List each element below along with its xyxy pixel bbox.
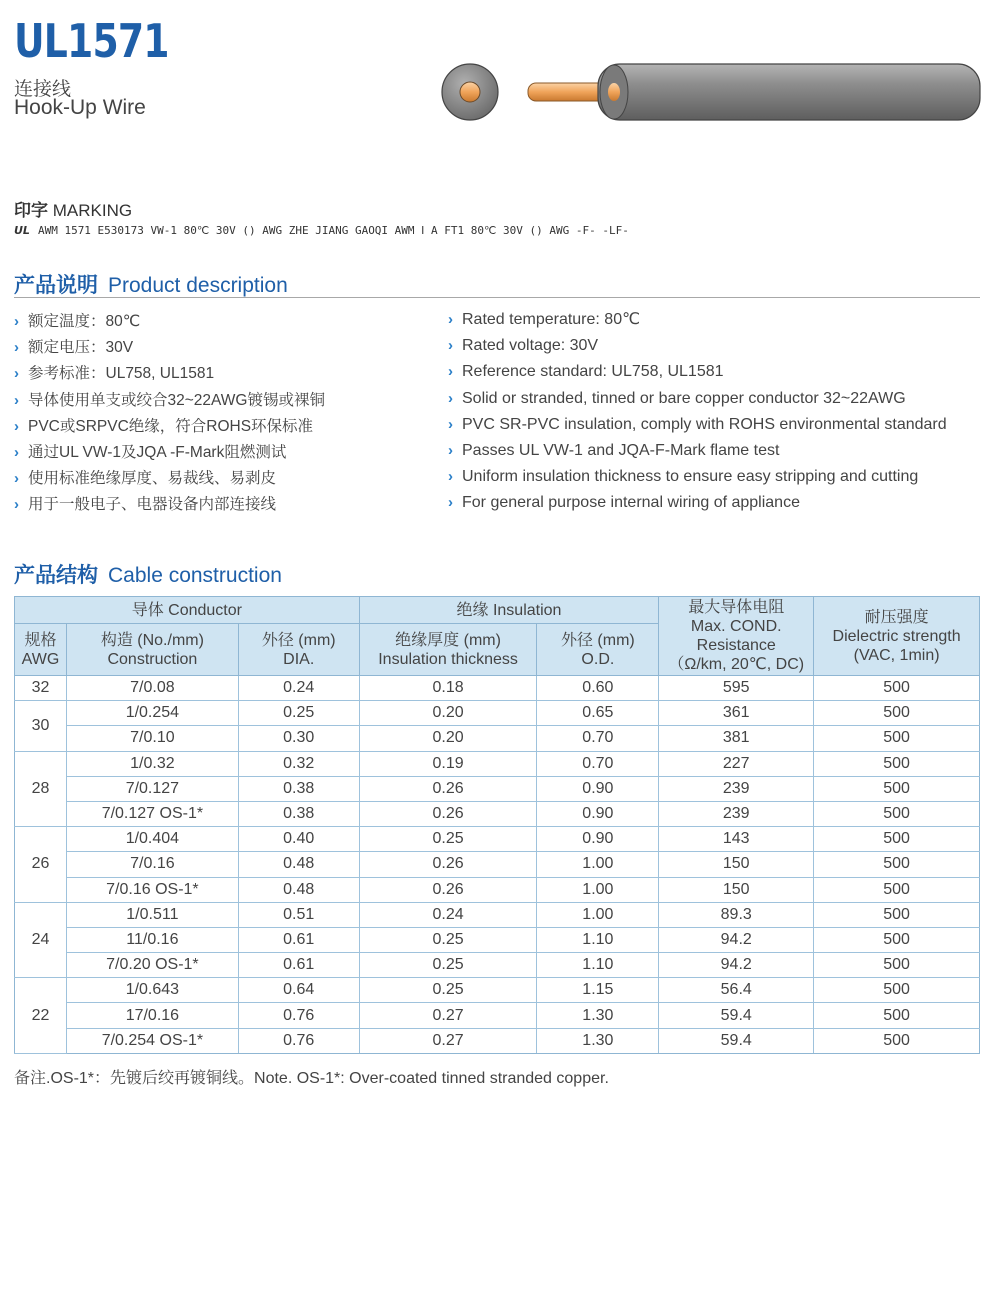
cell-resistance: 56.4 [659, 978, 814, 1003]
cell-awg: 30 [15, 701, 67, 751]
cell-awg: 32 [15, 676, 67, 701]
cell-construction: 17/0.16 [66, 1003, 238, 1028]
cell-od: 0.90 [537, 776, 659, 801]
list-item: › Uniform insulation thickness to ensure easy stripping and cutting [448, 464, 947, 490]
table-row [15, 877, 980, 902]
list-item: › Rated voltage: 30V [448, 333, 947, 359]
table-row [15, 726, 980, 751]
list-item: › For general purpose internal wiring of appliance [448, 490, 947, 516]
section-title-en: Cable construction [108, 564, 282, 587]
cell-dia: 0.76 [238, 1028, 359, 1053]
cell-construction: 1/0.511 [66, 902, 238, 927]
cell-dia: 0.38 [238, 801, 359, 826]
cell-od: 1.10 [537, 953, 659, 978]
list-item: › Rated temperature: 80℃ [448, 307, 947, 333]
cell-dielectric: 500 [814, 676, 980, 701]
list-item: › Passes UL VW-1 and JQA-F-Mark flame test [448, 438, 947, 464]
cell-thickness: 0.26 [359, 852, 537, 877]
description-list-cn [14, 309, 325, 519]
table-row [15, 776, 980, 801]
cell-dia: 0.32 [238, 751, 359, 776]
cell-dia: 0.61 [238, 927, 359, 952]
cell-dielectric: 500 [814, 726, 980, 751]
cell-awg: 28 [15, 751, 67, 827]
cell-dielectric: 500 [814, 751, 980, 776]
cell-dia: 0.24 [238, 676, 359, 701]
wire-cross-section [442, 64, 498, 120]
cell-thickness: 0.25 [359, 827, 537, 852]
cell-resistance: 143 [659, 827, 814, 852]
list-item: › 额定电压：30V [14, 335, 325, 361]
cell-construction: 1/0.254 [66, 701, 238, 726]
table-body [15, 676, 980, 1054]
table-row [15, 676, 980, 701]
list-item: › 导体使用单支或绞合32~22AWG镀锡或裸铜 [14, 388, 325, 414]
cell-resistance: 381 [659, 726, 814, 751]
cell-dielectric: 500 [814, 902, 980, 927]
list-item: › PVC或SRPVC绝缘，符合ROHS环保标准 [14, 414, 325, 440]
chevron-right-icon: › [448, 468, 453, 486]
cell-od: 1.30 [537, 1028, 659, 1053]
chevron-right-icon: › [14, 391, 19, 409]
chevron-right-icon: › [448, 415, 453, 433]
subtitle-chinese: 连接线 [14, 79, 72, 100]
product-description-heading [14, 269, 288, 299]
cell-awg: 26 [15, 827, 67, 903]
cell-construction: 7/0.127 [66, 776, 238, 801]
cell-dielectric: 500 [814, 701, 980, 726]
chevron-right-icon: › [14, 365, 19, 383]
cell-construction: 7/0.08 [66, 676, 238, 701]
chevron-right-icon: › [448, 389, 453, 407]
cell-thickness: 0.26 [359, 776, 537, 801]
cell-construction: 1/0.32 [66, 751, 238, 776]
section-title-cn: 产品说明 [14, 274, 98, 297]
cell-od: 0.60 [537, 676, 659, 701]
cell-dia: 0.48 [238, 877, 359, 902]
chevron-right-icon: › [448, 441, 453, 459]
cell-dia: 0.38 [238, 776, 359, 801]
cell-dielectric: 500 [814, 978, 980, 1003]
header-awg: 规格 AWG [15, 624, 67, 676]
section-title-cn: 产品结构 [14, 564, 98, 587]
cell-awg: 22 [15, 978, 67, 1054]
cell-resistance: 595 [659, 676, 814, 701]
cell-thickness: 0.19 [359, 751, 537, 776]
cell-resistance: 227 [659, 751, 814, 776]
cell-dia: 0.40 [238, 827, 359, 852]
cell-od: 0.90 [537, 801, 659, 826]
header-thickness: 绝缘厚度 (mm) Insulation thickness [359, 624, 537, 676]
cell-thickness: 0.25 [359, 953, 537, 978]
chevron-right-icon: › [14, 313, 19, 330]
table-row [15, 852, 980, 877]
cell-awg: 24 [15, 902, 67, 978]
cell-construction: 1/0.404 [66, 827, 238, 852]
table-row [15, 978, 980, 1003]
cable-construction-heading [14, 559, 282, 589]
table-row [15, 801, 980, 826]
cell-thickness: 0.25 [359, 927, 537, 952]
cell-construction: 7/0.16 [66, 852, 238, 877]
header-construction: 构造 (No./mm) Construction [66, 624, 238, 676]
cable-construction-table [14, 596, 980, 1054]
cell-dielectric: 500 [814, 776, 980, 801]
cell-resistance: 59.4 [659, 1003, 814, 1028]
chevron-right-icon: › [14, 417, 19, 435]
chevron-right-icon: › [448, 494, 453, 512]
cell-thickness: 0.25 [359, 978, 537, 1003]
table-row [15, 1028, 980, 1053]
cell-resistance: 94.2 [659, 927, 814, 952]
cell-resistance: 239 [659, 801, 814, 826]
footnote: 备注.OS-1*：先镀后绞再镀铜线。Note. OS-1*: Over-coated tinned stranded copper. [14, 1070, 609, 1087]
cell-thickness: 0.20 [359, 726, 537, 751]
section-divider [14, 297, 980, 298]
header-insulation: 绝缘 Insulation [359, 597, 659, 624]
list-item: › Reference standard: UL758, UL1581 [448, 359, 947, 385]
cell-dia: 0.76 [238, 1003, 359, 1028]
cell-thickness: 0.26 [359, 877, 537, 902]
page-title: UL1571 [14, 14, 169, 68]
cell-od: 0.70 [537, 726, 659, 751]
chevron-right-icon: › [14, 470, 19, 488]
header-od: 外径 (mm) O.D. [537, 624, 659, 676]
list-item: › 通过UL VW-1及JQA -F-Mark阻燃测试 [14, 440, 325, 466]
chevron-right-icon: › [14, 443, 19, 461]
cell-construction: 7/0.254 OS-1* [66, 1028, 238, 1053]
cell-dielectric: 500 [814, 827, 980, 852]
list-item: › 使用标准绝缘厚度、易裁线、易剥皮 [14, 466, 325, 492]
marking-label-en: MARKING [52, 201, 133, 220]
cell-dia: 0.25 [238, 701, 359, 726]
cell-construction: 7/0.127 OS-1* [66, 801, 238, 826]
table-row [15, 827, 980, 852]
cell-construction: 1/0.643 [66, 978, 238, 1003]
cell-od: 0.65 [537, 701, 659, 726]
cell-resistance: 59.4 [659, 1028, 814, 1053]
cell-thickness: 0.26 [359, 801, 537, 826]
header-dia: 外径 (mm) DIA. [238, 624, 359, 676]
cell-od: 1.00 [537, 902, 659, 927]
cell-resistance: 150 [659, 852, 814, 877]
subtitle-english: Hook-Up Wire [14, 96, 146, 119]
list-item: › 参考标准：UL758, UL1581 [14, 361, 325, 387]
section-title-en: Product description [108, 274, 288, 297]
marking-heading [14, 196, 132, 221]
cell-thickness: 0.27 [359, 1028, 537, 1053]
chevron-right-icon: › [448, 311, 453, 328]
header-resistance: 最大导体电阻 Max. COND. Resistance （Ω/km, 20℃, DC) [659, 597, 814, 676]
description-list-en [448, 307, 947, 517]
header-dielectric: 耐压强度 Dielectric strength (VAC, 1min) [814, 597, 980, 676]
cell-dielectric: 500 [814, 927, 980, 952]
cell-thickness: 0.24 [359, 902, 537, 927]
cell-od: 1.00 [537, 877, 659, 902]
cell-dielectric: 500 [814, 1003, 980, 1028]
cell-dia: 0.30 [238, 726, 359, 751]
cell-dia: 0.48 [238, 852, 359, 877]
wire-illustration [436, 56, 986, 128]
cell-thickness: 0.18 [359, 676, 537, 701]
list-item: › 额定温度：80℃ [14, 309, 325, 335]
marking-label-cn: 印字 [14, 201, 48, 220]
cell-construction: 7/0.16 OS-1* [66, 877, 238, 902]
cell-resistance: 239 [659, 776, 814, 801]
wire-side-view [528, 64, 980, 120]
table-row [15, 902, 980, 927]
chevron-right-icon: › [14, 339, 19, 357]
list-item: › 用于一般电子、电器设备内部连接线 [14, 492, 325, 518]
cell-dia: 0.51 [238, 902, 359, 927]
chevron-right-icon: › [448, 363, 453, 381]
cell-resistance: 89.3 [659, 902, 814, 927]
cell-resistance: 150 [659, 877, 814, 902]
list-item: › Solid or stranded, tinned or bare copper conductor 32~22AWG [448, 386, 947, 412]
chevron-right-icon: › [448, 337, 453, 355]
cell-thickness: 0.20 [359, 701, 537, 726]
marking-text: AWM 1571 E530173 VW-1 80℃ 30V () AWG ZHE JIANG GAOQI AWM Ⅰ A FT1 80℃ 30V () AWG -F- -LF- [37, 224, 629, 237]
cell-construction: 7/0.10 [66, 726, 238, 751]
table-row [15, 751, 980, 776]
cell-dielectric: 500 [814, 877, 980, 902]
cell-od: 0.70 [537, 751, 659, 776]
cell-thickness: 0.27 [359, 1003, 537, 1028]
cell-construction: 7/0.20 OS-1* [66, 953, 238, 978]
cell-od: 0.90 [537, 827, 659, 852]
cell-dia: 0.64 [238, 978, 359, 1003]
cell-resistance: 361 [659, 701, 814, 726]
table-row [15, 701, 980, 726]
cell-od: 1.15 [537, 978, 659, 1003]
list-item: › PVC SR-PVC insulation, comply with ROHS environmental standard [448, 412, 947, 438]
cell-dielectric: 500 [814, 953, 980, 978]
cell-construction: 11/0.16 [66, 927, 238, 952]
cell-dia: 0.61 [238, 953, 359, 978]
cell-dielectric: 500 [814, 801, 980, 826]
cell-dielectric: 500 [814, 852, 980, 877]
marking-text-line [14, 224, 629, 237]
cell-od: 1.30 [537, 1003, 659, 1028]
table-row [15, 927, 980, 952]
ul-logo-icon: UL [14, 224, 30, 237]
cell-dielectric: 500 [814, 1028, 980, 1053]
cell-od: 1.00 [537, 852, 659, 877]
chevron-right-icon: › [14, 496, 19, 514]
cell-od: 1.10 [537, 927, 659, 952]
table-row [15, 953, 980, 978]
table-row [15, 1003, 980, 1028]
header-conductor: 导体 Conductor [15, 597, 360, 624]
cell-resistance: 94.2 [659, 953, 814, 978]
